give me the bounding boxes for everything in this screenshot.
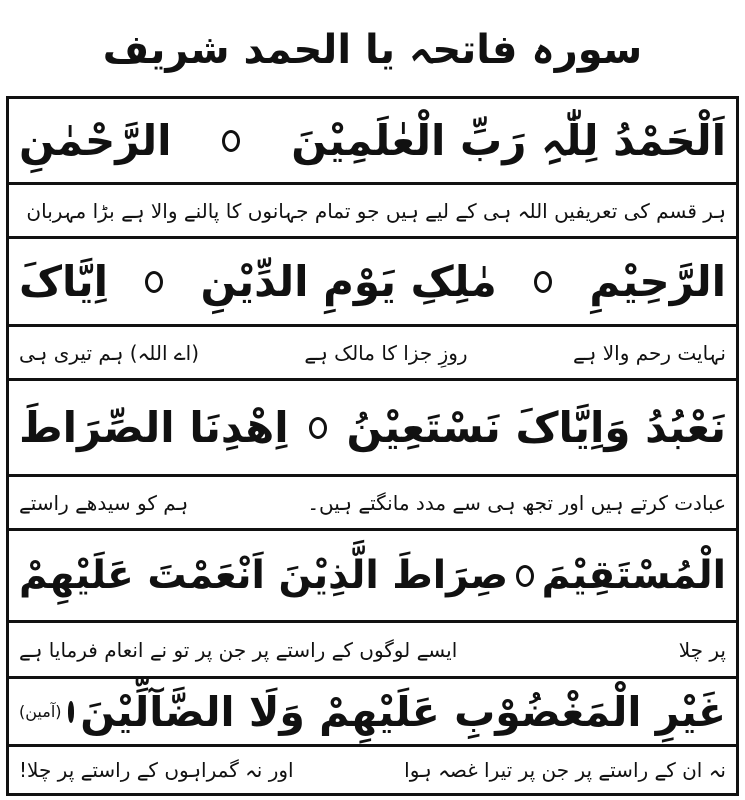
translation-text: (اے اللہ) ہم تیری ہی [19, 340, 200, 365]
ayah-end-marker [68, 701, 75, 723]
arabic-text: غَیْرِ الْمَغْضُوْبِ عَلَیْھِمْ وَلَا الضَّآلِّیْنَ [80, 687, 726, 736]
arabic-text: مٰلِکِ یَوْمِ الدِّیْنِ [200, 257, 497, 306]
translation-text: روزِ جزا کا مالک ہے [304, 340, 468, 365]
page-title: سورہ فاتحہ یا الحمد شریف [102, 27, 643, 73]
translation-line-2 [9, 327, 736, 381]
arabic-line-4 [9, 531, 736, 623]
arabic-text: الْمُسْتَقِیْمَ [541, 553, 726, 598]
arabic-text: نَعْبُدُ وَاِیَّاکَ نَسْتَعِیْنُ [346, 403, 726, 452]
ayah-end-marker [145, 271, 163, 293]
amin-label: (آمین) [19, 702, 62, 721]
arabic-text: اِھْدِنَا الصِّرَاطَ [19, 403, 289, 452]
surah-frame [6, 96, 739, 796]
arabic-line-5 [9, 679, 736, 747]
translation-text: نہ ان کے راستے پر جن پر تیرا غصہ ہوا [404, 758, 726, 782]
ayah-end-marker [534, 271, 552, 293]
translation-text: ہم کو سیدھے راستے [19, 490, 189, 515]
translation-text: ہر قسم کی تعریفیں اللہ ہی کے لیے ہیں جو تمام جہانوں کا پالنے والا ہے بڑا مہربان [26, 198, 726, 223]
translation-text: پر چلا [678, 637, 726, 662]
translation-text: اور نہ گمراہوں کے راستے پر چلا! [19, 758, 294, 782]
translation-line-4 [9, 623, 736, 679]
ayah-end-marker [309, 417, 327, 439]
arabic-line-1 [9, 99, 736, 185]
arabic-text: اَلْحَمْدُ لِلّٰہِ رَبِّ الْعٰلَمِیْنَ [291, 116, 726, 165]
arabic-text: الرَّحْمٰنِ [19, 116, 172, 165]
translation-text: نہایت رحم والا ہے [572, 340, 726, 365]
ayah-end-marker [222, 130, 240, 152]
arabic-line-2 [9, 239, 736, 327]
arabic-text: صِرَاطَ الَّذِیْنَ اَنْعَمْتَ عَلَیْھِمْ [19, 553, 509, 598]
translation-text: عبادت کرتے ہیں اور تجھ ہی سے مدد مانگتے ہیں۔ [307, 490, 726, 515]
arabic-text: اِیَّاکَ [19, 257, 108, 306]
ayah-end-marker [516, 565, 534, 587]
arabic-line-3 [9, 381, 736, 477]
translation-line-3 [9, 477, 736, 531]
translation-line-5 [9, 747, 736, 793]
arabic-text: الرَّحِیْمِ [589, 257, 726, 306]
translation-text: ایسے لوگوں کے راستے پر جن پر تو نے انعام فرمایا ہے [19, 637, 458, 662]
translation-line-1 [9, 185, 736, 239]
